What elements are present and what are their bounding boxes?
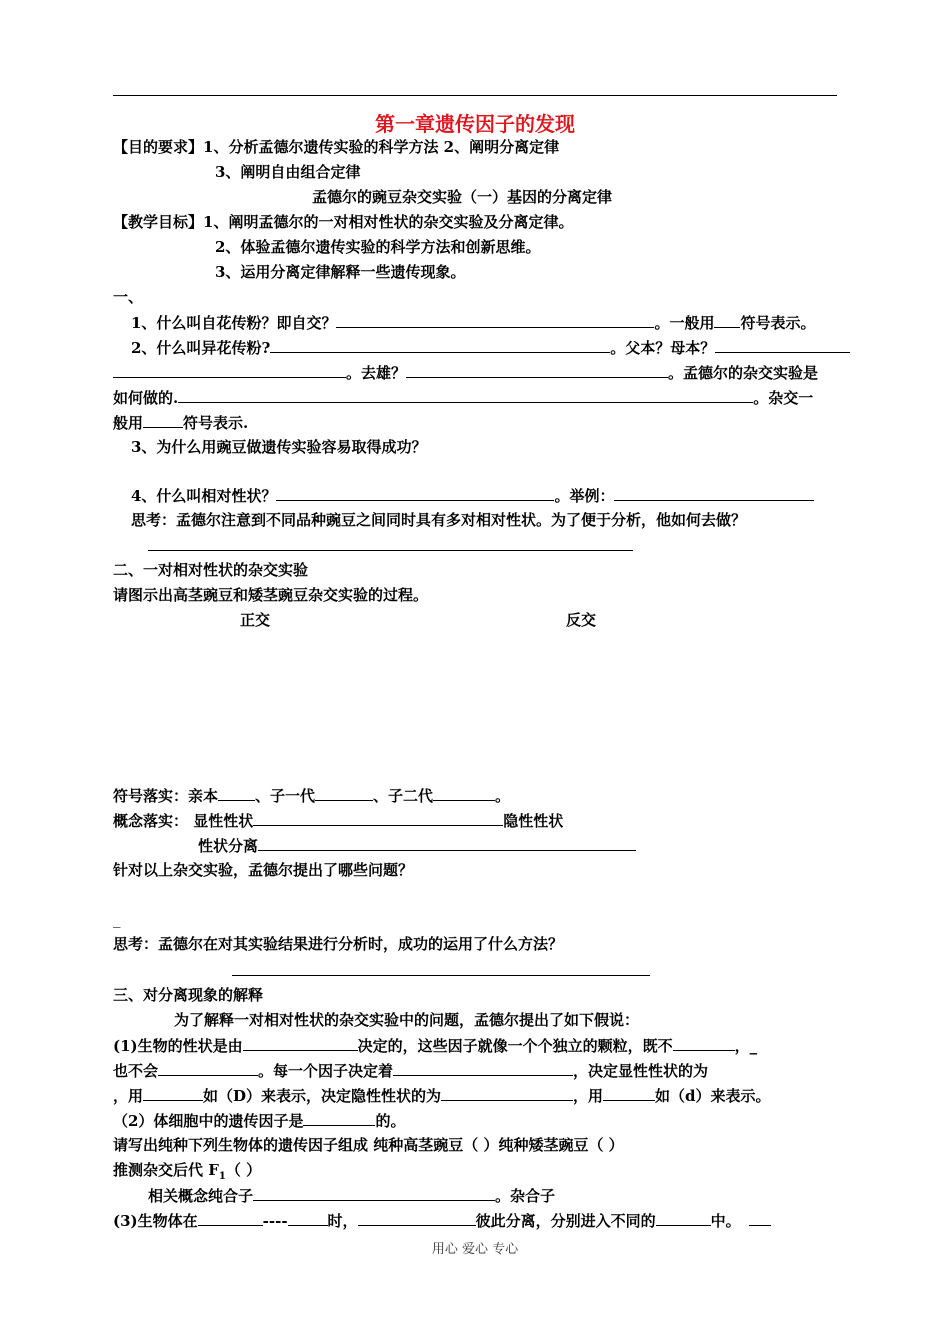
p3-blank-2[interactable] xyxy=(288,1211,328,1226)
segregation-text: 性状分离 xyxy=(198,837,259,855)
q1-blank-1[interactable] xyxy=(336,313,654,328)
q2-text-8: 符号表示. xyxy=(183,414,249,432)
dominant-trait-blank[interactable] xyxy=(253,811,503,826)
point1-line-3 xyxy=(113,1086,771,1105)
section2-think: 思考：孟德尔在对其实验结果进行分析时，成功的运用了什么方法？ xyxy=(113,935,564,953)
q2-text-7: 般用 xyxy=(113,414,144,432)
teaching-item-3: 3、运用分离定律解释一些遗传现象。 xyxy=(215,263,466,281)
p2-text-2: 的。 xyxy=(375,1112,406,1130)
q2-blank-2[interactable] xyxy=(715,338,850,353)
q2-line-2 xyxy=(113,363,818,382)
f2-symbol-blank[interactable] xyxy=(433,786,495,801)
q2-text-3: 。去雄？ xyxy=(346,364,407,382)
p2-text-6: 。杂合子 xyxy=(495,1187,556,1205)
q1-line xyxy=(131,313,815,332)
p2-text-3: 推测杂交后代 F xyxy=(113,1161,219,1179)
point2-line-3 xyxy=(113,1161,261,1186)
p1-text-9: ，用 xyxy=(573,1087,604,1105)
q2-text-6: 。杂交一 xyxy=(753,389,814,407)
segregation-blank[interactable] xyxy=(258,836,636,851)
q2-line-1 xyxy=(131,338,850,357)
q4-line xyxy=(131,486,814,505)
p3-text: (3)生物体在 xyxy=(113,1212,198,1230)
q4-text-2: 。举例： xyxy=(554,487,615,505)
p3-blank-3[interactable] xyxy=(358,1211,476,1226)
q1-blank-2[interactable] xyxy=(714,313,740,328)
forward-cross-label: 正交 xyxy=(240,611,271,629)
p1-blank-2[interactable] xyxy=(673,1036,735,1051)
point2-line-4 xyxy=(148,1186,555,1205)
p1-text-6: ，决定显性性状的为 xyxy=(573,1062,709,1080)
page-title: 第一章遗传因子的发现 xyxy=(375,112,575,136)
think-answer-line[interactable] xyxy=(148,550,633,551)
p1-blank-6[interactable] xyxy=(441,1086,573,1101)
p3-text-2: ---- xyxy=(262,1212,288,1230)
symbols-text-2: 、子一代 xyxy=(255,787,316,805)
q1-text: 1、什么叫自花传粉？即自交？ xyxy=(131,314,337,332)
q4-blank-1[interactable] xyxy=(276,486,554,501)
homozygote-blank[interactable] xyxy=(253,1186,495,1201)
subtitle: 孟德尔的豌豆杂交实验（一）基因的分离定律 xyxy=(312,188,613,206)
parent-symbol-blank[interactable] xyxy=(218,786,255,801)
point2-line-1 xyxy=(113,1111,405,1130)
p1-blank-7[interactable] xyxy=(603,1086,655,1101)
p1-text-7: ，用 xyxy=(113,1087,144,1105)
point2-line-2: 请写出纯种下列生物体的遗传因子组成 纯种高茎豌豆（ ）纯种矮茎豌豆（ ） xyxy=(113,1136,624,1154)
q2-text: 2、什么叫异花传粉? xyxy=(131,339,271,357)
teaching-line-1 xyxy=(113,213,573,231)
q2-blank-4[interactable] xyxy=(406,363,668,378)
teaching-label: 【教学目标】 xyxy=(113,213,204,231)
q3-text: 3、为什么用豌豆做遗传实验容易取得成功？ xyxy=(131,438,427,456)
p3-blank-5[interactable] xyxy=(749,1211,771,1226)
p1-text-5: 。每一个因子决定着 xyxy=(258,1062,394,1080)
teaching-item-2: 2、体验孟德尔遗传实验的科学方法和创新思维。 xyxy=(215,238,541,256)
symbols-text: 符号落实：亲本 xyxy=(113,787,219,805)
section2-prompt: 请图示出高茎豌豆和矮茎豌豆杂交实验的过程。 xyxy=(113,586,429,604)
page-footer: 用心 爱心 专心 xyxy=(431,1242,519,1257)
p2-blank-1[interactable] xyxy=(303,1111,375,1126)
segregation-line xyxy=(198,836,636,855)
section3-intro: 为了解释一对相对性状的杂交实验中的问题，孟德尔提出了如下假说： xyxy=(174,1011,640,1029)
q2-text-2: 。父本？母本？ xyxy=(610,339,716,357)
q2-line-4 xyxy=(113,413,248,432)
p1-text-10: 如（d）来表示。 xyxy=(655,1087,771,1105)
q2-blank-1[interactable] xyxy=(270,338,610,353)
p2-text-5: 相关概念纯合子 xyxy=(148,1187,254,1205)
q4-text: 4、什么叫相对性状？ xyxy=(131,487,277,505)
p1-text-4: 也不会 xyxy=(113,1062,159,1080)
f1-symbol-blank[interactable] xyxy=(315,786,373,801)
q1-text-2: 。一般用 xyxy=(654,314,715,332)
symbols-text-3: 、子二代 xyxy=(373,787,434,805)
q2-blank-6[interactable] xyxy=(143,413,183,428)
section3-heading: 三、对分离现象的解释 xyxy=(113,986,264,1004)
section2-heading: 二、一对相对性状的杂交实验 xyxy=(113,561,309,579)
q2-text-4: 。孟德尔的杂交实验是 xyxy=(668,364,819,382)
p1-blank-1[interactable] xyxy=(243,1036,358,1051)
p3-text-3: 时， xyxy=(327,1212,358,1230)
point1-line-1 xyxy=(113,1036,757,1055)
symbols-text-4: 。 xyxy=(495,787,511,805)
concept-text: 概念落实： 显性性状 xyxy=(113,812,254,830)
p3-text-5: 中。 xyxy=(710,1212,741,1230)
section2-question: 针对以上杂交实验，孟德尔提出了哪些问题？ xyxy=(113,861,414,879)
p1-text: (1)生物的性状是由 xyxy=(113,1037,243,1055)
p1-text-2: 决定的，这些因子就像一个个独立的颗粒，既不 xyxy=(357,1037,673,1055)
section1-heading: 一、 xyxy=(113,288,144,306)
q2-blank-5[interactable] xyxy=(178,388,753,403)
goals-line-1 xyxy=(113,138,559,156)
concept-line xyxy=(113,811,563,830)
q2-line-3 xyxy=(113,388,813,407)
p3-blank-4[interactable] xyxy=(656,1211,711,1226)
concept-text-2: 隐性性状 xyxy=(503,812,564,830)
goals-label: 【目的要求】 xyxy=(113,138,204,156)
p3-text-4: 彼此分离，分别进入不同的 xyxy=(475,1212,656,1230)
p2-text: （2）体细胞中的遗传因子是 xyxy=(113,1112,304,1130)
symbols-line xyxy=(113,786,510,805)
section1-think: 思考：孟德尔注意到不同品种豌豆之间同时具有多对相对性状。为了便于分析，他如何去做？ xyxy=(131,511,747,529)
q4-blank-2[interactable] xyxy=(614,486,814,501)
teaching-item-1: 1、阐明孟德尔的一对相对性状的杂交实验及分离定律。 xyxy=(203,213,574,231)
q2-blank-3[interactable] xyxy=(113,363,346,378)
p1-text-3: ，_ xyxy=(734,1037,758,1055)
stray-dash: _ xyxy=(113,910,121,928)
p1-text-8: 如（D）来表示，决定隐性性状的为 xyxy=(203,1087,442,1105)
top-rule xyxy=(113,95,837,96)
q2-text-5: 如何做的. xyxy=(113,389,179,407)
point1-line-2 xyxy=(113,1061,708,1080)
p2-text-4: （ ） xyxy=(225,1161,262,1179)
p1-blank-3[interactable] xyxy=(158,1061,258,1076)
p1-blank-4[interactable] xyxy=(393,1061,573,1076)
goals-text-1: 1、分析孟德尔遗传实验的科学方法 2、阐明分离定律 xyxy=(203,138,560,156)
p3-blank-1[interactable] xyxy=(198,1211,263,1226)
p1-blank-5[interactable] xyxy=(143,1086,203,1101)
point3-line xyxy=(113,1211,771,1230)
f1-subscript: 1 xyxy=(218,1171,226,1182)
method-answer-line[interactable] xyxy=(232,975,650,976)
q1-text-3: 符号表示。 xyxy=(740,314,816,332)
reverse-cross-label: 反交 xyxy=(566,611,597,629)
goals-text-2: 3、阐明自由组合定律 xyxy=(215,163,361,181)
